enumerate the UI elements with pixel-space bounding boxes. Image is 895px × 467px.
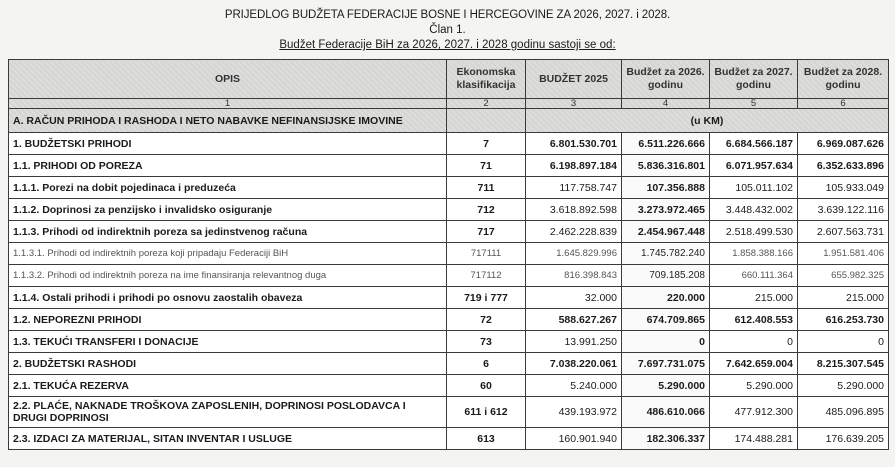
section-label: A. RAČUN PRIHODA I RASHODA I NETO NABAVKE NEFINANSIJSKE IMOVINE [9,109,447,133]
economic-classification-cell: 711 [447,177,526,199]
budget-2027-cell: 1.858.388.166 [710,243,798,265]
budget-2027-cell: 5.290.000 [710,375,798,397]
row-description: 2.1. TEKUĆA REZERVA [9,375,447,397]
column-number: 2 [447,99,526,109]
budget-2025-cell: 439.193.972 [526,397,622,428]
row-description: 1.3. TEKUĆI TRANSFERI I DONACIJE [9,331,447,353]
budget-2028-cell: 6.969.087.626 [798,133,889,155]
budget-2026-cell: 5.836.316.801 [622,155,710,177]
header-budzet-2026: Budžet za 2026. godinu [622,60,710,99]
budget-2027-cell: 7.642.659.004 [710,353,798,375]
header-budzet-2027: Budžet za 2027. godinu [710,60,798,99]
budget-2025-cell: 32.000 [526,287,622,309]
budget-2026-cell: 0 [622,331,710,353]
document-titles [0,8,895,52]
budget-table [8,59,889,450]
header-budzet-2028: Budžet za 2028. godinu [798,60,889,99]
unit-label: (u KM) [526,109,889,133]
budget-2025-cell: 588.627.267 [526,309,622,331]
budget-2028-cell: 1.951.581.406 [798,243,889,265]
economic-classification-cell: 7 [447,133,526,155]
document-title: PRIJEDLOG BUDŽETA FEDERACIJE BOSNE I HERCEGOVINE ZA 2026, 2027. i 2028. [224,9,671,21]
budget-2026-cell: 182.306.337 [622,428,710,450]
budget-2027-cell: 477.912.300 [710,397,798,428]
budget-2026-cell: 7.697.731.075 [622,353,710,375]
row-description: 1.1.3.1. Prihodi od indirektnih poreza koji pripadaju Federaciji BiH [9,243,447,265]
budget-2025-cell: 13.991.250 [526,331,622,353]
article-heading: Član 1. [429,24,466,36]
budget-2027-cell: 105.011.102 [710,177,798,199]
budget-2026-cell: 2.454.967.448 [622,221,710,243]
budget-2027-cell: 3.448.432.002 [710,199,798,221]
budget-2028-cell: 0 [798,331,889,353]
budget-2025-cell: 2.462.228.839 [526,221,622,243]
economic-classification-cell: 60 [447,375,526,397]
budget-2025-cell: 6.198.897.184 [526,155,622,177]
budget-2026-cell: 5.290.000 [622,375,710,397]
economic-classification-cell: 717 [447,221,526,243]
budget-2027-cell: 6.684.566.187 [710,133,798,155]
row-description: 1.1.3.2. Prihodi od indirektnih poreza na ime finansiranja relevantnog duga [9,265,447,287]
budget-2028-cell: 616.253.730 [798,309,889,331]
row-description: 1.1.3. Prihodi od indirektnih poreza sa jedinstvenog računa [9,221,447,243]
economic-classification-cell: 717112 [447,265,526,287]
row-description: 1.1.2. Doprinosi za penzijsko i invalidsko osiguranje [9,199,447,221]
budget-2027-cell: 0 [710,331,798,353]
row-description: 1.1.4. Ostali prihodi i prihodi po osnovu zaostalih obaveza [9,287,447,309]
intro-text: Budžet Federacije BiH za 2026, 2027. i 2028 godinu sastoji se od: [279,39,616,51]
column-number: 4 [622,99,710,109]
budget-2028-cell: 3.639.122.116 [798,199,889,221]
economic-classification-cell: 73 [447,331,526,353]
budget-2026-cell: 1.745.782.240 [622,243,710,265]
budget-2025-cell: 6.801.530.701 [526,133,622,155]
table-row [9,221,889,243]
table-row [9,287,889,309]
budget-2028-cell: 105.933.049 [798,177,889,199]
budget-2028-cell: 215.000 [798,287,889,309]
budget-2027-cell: 612.408.553 [710,309,798,331]
economic-classification-cell: 717111 [447,243,526,265]
table-row [9,177,889,199]
budget-2027-cell: 660.111.364 [710,265,798,287]
economic-classification-cell: 719 i 777 [447,287,526,309]
row-description: 1.1. PRIHODI OD POREZA [9,155,447,177]
table-row [9,199,889,221]
budget-2027-cell: 6.071.957.634 [710,155,798,177]
column-number: 3 [526,99,622,109]
table-row [9,397,889,428]
budget-2025-cell: 7.038.220.061 [526,353,622,375]
budget-2027-cell: 215.000 [710,287,798,309]
budget-2025-cell: 160.901.940 [526,428,622,450]
table-row [9,155,889,177]
row-description: 2. BUDŽETSKI RASHODI [9,353,447,375]
budget-2026-cell: 709.185.208 [622,265,710,287]
row-description: 2.2. PLAĆE, NAKNADE TROŠKOVA ZAPOSLENIH, DOPRINOSI POSLODAVCA I DRUGI DOPRINOSI [9,397,447,428]
budget-2025-cell: 3.618.892.598 [526,199,622,221]
header-ekonomska-klasifikacija: Ekonomska klasifikacija [447,60,526,99]
budget-2028-cell: 485.096.895 [798,397,889,428]
table-row [9,265,889,287]
header-opis: OPIS [9,60,447,99]
table-row [9,133,889,155]
column-number-row [9,99,889,109]
economic-classification-cell: 71 [447,155,526,177]
table-row [9,353,889,375]
budget-2026-cell: 674.709.865 [622,309,710,331]
table-row [9,375,889,397]
row-description: 2.3. IZDACI ZA MATERIJAL, SITAN INVENTAR I USLUGE [9,428,447,450]
row-description: 1. BUDŽETSKI PRIHODI [9,133,447,155]
header-row [9,60,889,99]
budget-2026-cell: 486.610.066 [622,397,710,428]
table-row [9,331,889,353]
section-spacer [447,109,526,133]
budget-2026-cell: 107.356.888 [622,177,710,199]
budget-2028-cell: 8.215.307.545 [798,353,889,375]
economic-classification-cell: 72 [447,309,526,331]
table-row [9,428,889,450]
economic-classification-cell: 712 [447,199,526,221]
column-number: 1 [9,99,447,109]
table-row [9,243,889,265]
economic-classification-cell: 613 [447,428,526,450]
budget-2025-cell: 5.240.000 [526,375,622,397]
budget-2027-cell: 174.488.281 [710,428,798,450]
budget-2026-cell: 3.273.972.465 [622,199,710,221]
budget-2027-cell: 2.518.499.530 [710,221,798,243]
table-row [9,309,889,331]
economic-classification-cell: 6 [447,353,526,375]
budget-2028-cell: 176.639.205 [798,428,889,450]
budget-2028-cell: 5.290.000 [798,375,889,397]
row-description: 1.1.1. Porezi na dobit pojedinaca i preduzeća [9,177,447,199]
budget-2028-cell: 655.982.325 [798,265,889,287]
budget-2026-cell: 6.511.226.666 [622,133,710,155]
column-number: 5 [710,99,798,109]
budget-2025-cell: 117.758.747 [526,177,622,199]
header-budzet-2025: BUDŽET 2025 [526,60,622,99]
budget-2025-cell: 816.398.843 [526,265,622,287]
budget-2026-cell: 220.000 [622,287,710,309]
budget-2025-cell: 1.645.829.996 [526,243,622,265]
budget-2028-cell: 6.352.633.896 [798,155,889,177]
column-number: 6 [798,99,889,109]
economic-classification-cell: 611 i 612 [447,397,526,428]
budget-2028-cell: 2.607.563.731 [798,221,889,243]
row-description: 1.2. NEPOREZNI PRIHODI [9,309,447,331]
section-row [9,109,889,133]
